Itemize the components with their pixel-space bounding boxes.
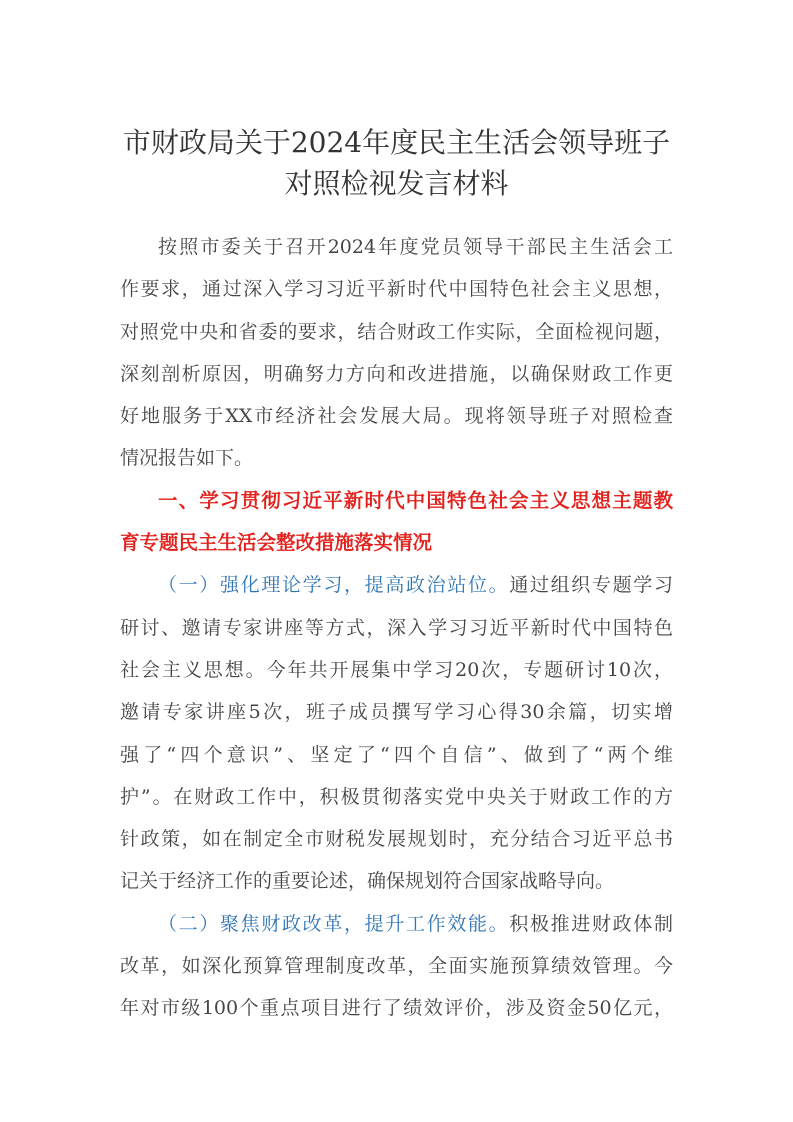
text-line [120,480,673,522]
text-line [120,564,673,606]
paragraph [120,903,673,1030]
line-text: 深刻剖析原因，明确努力方向和改进措施，以确保财政工作更 [120,362,673,385]
text-line [120,522,673,564]
text-line [120,903,673,945]
line-text: 通过组织专题学习 [509,574,673,597]
line-text: 社会主义思想。今年共开展集中学习20次，专题研讨10次， [120,658,673,681]
line-text: 记关于经济工作的重要论述，确保规划符合国家战略导向。 [120,870,615,893]
text-line [120,353,673,395]
text-line [120,776,673,818]
text-line [120,226,673,268]
text-line [120,691,673,733]
line-text: 情况报告如下。 [120,447,254,470]
line-text: 好地服务于XX市经济社会发展大局。现将领导班子对照检查 [120,405,673,428]
text-line [120,734,673,776]
line-text: 针政策，如在制定全市财税发展规划时，充分结合习近平总书 [120,828,673,851]
line-text: 年对市级100个重点项目进行了绩效评价，涉及资金50亿元， [120,997,673,1020]
line-text: 强了“四个意识”、坚定了“四个自信”、做到了“两个维 [120,743,673,766]
line-text: 改革，如深化预算管理制度改革，全面实施预算绩效管理。今 [120,955,673,978]
line-text: 作要求，通过深入学习习近平新时代中国特色社会主义思想， [120,278,673,301]
paragraph [120,226,673,480]
line-text: 邀请专家讲座5次，班子成员撰写学习心得30余篇，切实增 [120,701,673,724]
line-text: 育专题民主生活会整改措施落实情况 [120,531,433,555]
subsection-title: （二）聚焦财政改革，提升工作效能。 [158,912,510,935]
document-body [120,226,673,1030]
text-line [120,395,673,437]
paragraph [120,564,673,902]
text-line [120,945,673,987]
title-line-2: 对照检视发言材料 [284,167,509,200]
text-line [120,268,673,310]
line-text: 一、学习贯彻习近平新时代中国特色社会主义思想主题教 [158,488,673,512]
document-title [100,122,693,204]
text-line [120,860,673,902]
line-text: 对照党中央和省委的要求，结合财政工作实际，全面检视问题， [120,320,673,343]
text-line [120,437,673,479]
text-line [120,607,673,649]
subsection-title: （一）强化理论学习，提高政治站位。 [158,574,510,597]
section-heading [120,480,673,565]
text-line [120,987,673,1029]
line-text: 研讨、邀请专家讲座等方式，深入学习习近平新时代中国特色 [120,616,673,639]
text-line [120,818,673,860]
line-text: 按照市委关于召开2024年度党员领导干部民主生活会工 [158,236,673,258]
line-text: 护”。在财政工作中，积极贯彻落实党中央关于财政工作的方 [120,785,673,808]
text-line [120,311,673,353]
title-line-1: 市财政局关于2024年度民主生活会领导班子 [122,126,671,159]
text-line [120,649,673,691]
line-text: 积极推进财政体制 [509,912,673,935]
